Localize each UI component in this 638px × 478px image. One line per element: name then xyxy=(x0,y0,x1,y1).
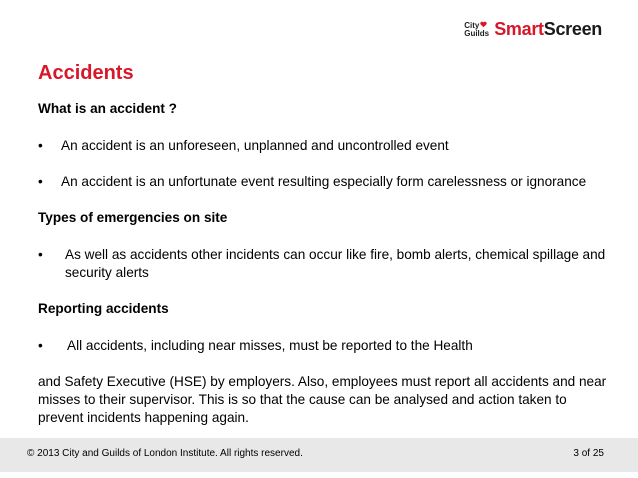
bullet-dot: • xyxy=(38,247,43,262)
bullet-item xyxy=(38,246,608,282)
logo-city-text: City xyxy=(464,20,480,30)
page-number: 3 of 25 xyxy=(573,448,604,459)
logo-screen-text: Screen xyxy=(543,19,602,39)
what-heading: What is an accident ? xyxy=(38,101,177,116)
heart-icon xyxy=(480,21,487,28)
logo-guilds-text: Guilds xyxy=(464,28,490,38)
bullet-dot: • xyxy=(38,338,43,353)
bullet-text: All accidents, including near misses, must be reported to the Health xyxy=(67,338,473,353)
bullet-dot: • xyxy=(38,138,43,153)
reporting-heading: Reporting accidents xyxy=(38,301,169,316)
bullet-item xyxy=(38,173,608,191)
reporting-paragraph: and Safety Executive (HSE) by employers. Also, employees must report all accidents and near misses to their supervisor. This is so that the cause can be analysed and action taken to prevent incidents happening again. xyxy=(38,374,607,425)
bullet-text: An accident is an unfortunate event resulting especially form carelessness or ignorance xyxy=(61,174,587,189)
bullet-dot: • xyxy=(38,174,43,189)
bullet-item xyxy=(38,337,608,355)
types-heading: Types of emergencies on site xyxy=(38,210,228,225)
slide-title: Accidents xyxy=(38,62,134,84)
slide-content xyxy=(38,100,608,427)
city-and-guilds-logo xyxy=(464,22,490,38)
bullet-item xyxy=(38,137,608,155)
copyright-text: © 2013 City and Guilds of London Institute. All rights reserved. xyxy=(27,448,303,459)
bullet-text: An accident is an unforeseen, unplanned and uncontrolled event xyxy=(61,138,449,153)
logo-smart-text: Smart xyxy=(494,19,544,39)
footer-bar xyxy=(0,438,638,472)
smartscreen-logo xyxy=(464,19,602,40)
bullet-text: As well as accidents other incidents can occur like fire, bomb alerts, chemical spillage and security alerts xyxy=(65,247,606,280)
